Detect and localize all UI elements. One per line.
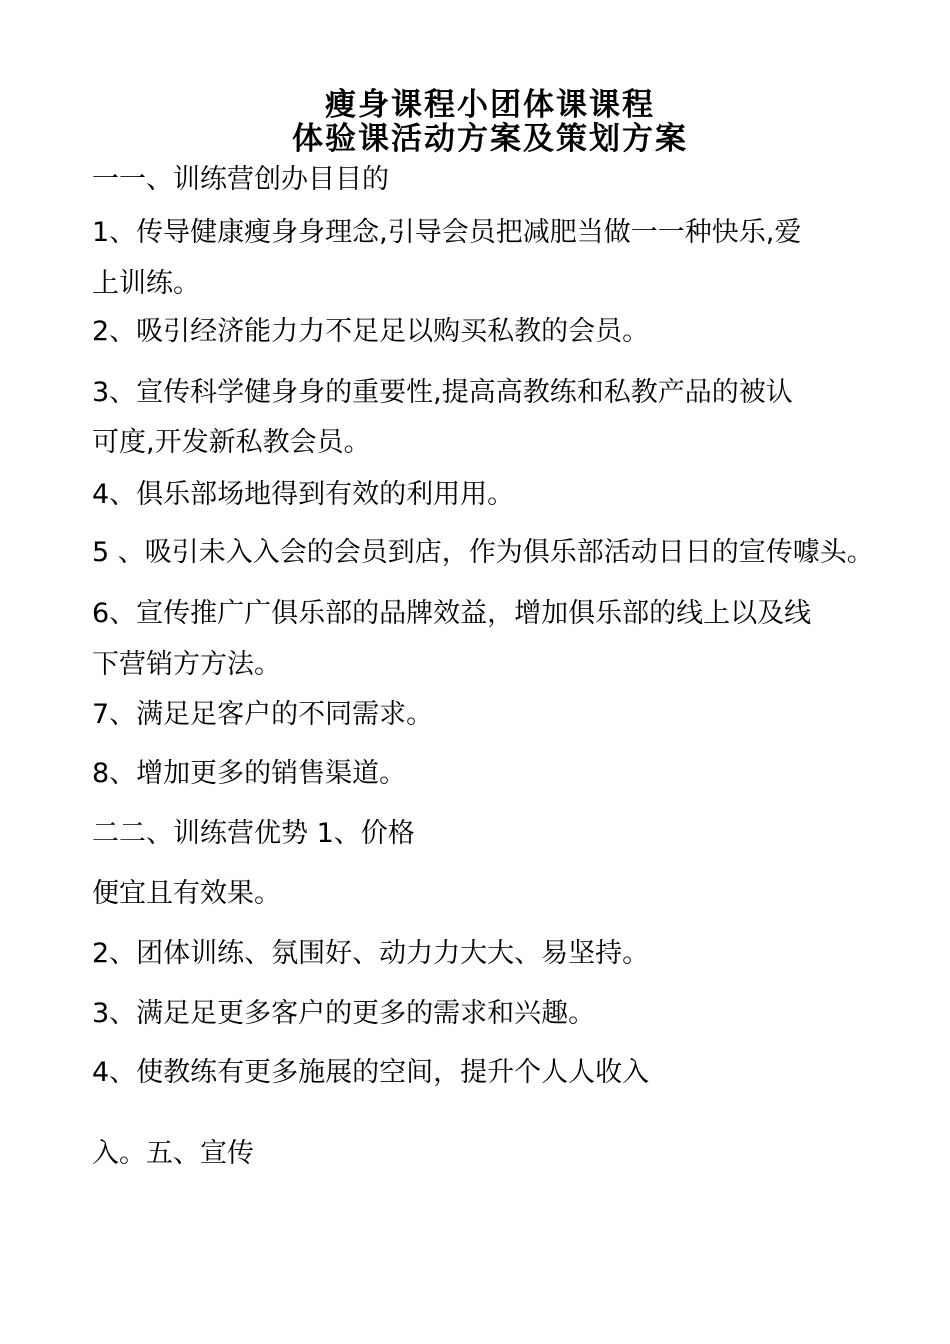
list-item: 7、满足足客户的不同需求。 <box>92 699 434 730</box>
list-item: 4、俱乐部场地得到有效的利用用。 <box>92 479 515 510</box>
section-heading-purpose: 一一、训练营创办目目的 <box>92 164 389 195</box>
list-item: 4、使教练有更多施展的空间，提升个人人收入 <box>92 1057 650 1088</box>
section-heading-advantages: 二二、训练营优势 1、价格 <box>92 818 415 849</box>
list-item: 8、增加更多的销售渠道。 <box>92 758 407 789</box>
list-item: 3、满足足更多客户的更多的需求和兴趣。 <box>92 998 596 1029</box>
document-title: 瘦身课程小团体课课程 <box>325 87 655 123</box>
list-item-continuation: 上训练。 <box>92 268 200 299</box>
section-heading-promotion: 入。五、宣传 <box>92 1138 254 1169</box>
list-item-continuation: 下营销方方法。 <box>92 649 281 680</box>
list-item-continuation: 可度,开发新私教会员。 <box>92 427 371 458</box>
list-item-continuation: 便宜且有效果。 <box>92 878 281 909</box>
list-item: 2、团体训练、氛围好、动力力大大、易坚持。 <box>92 938 650 969</box>
list-item: 6、宣传推广广俱乐部的品牌效益，增加俱乐部的线上以及线 <box>92 598 812 629</box>
list-item: 1、传导健康瘦身身理念,引导会员把减肥当做一一种快乐,爱 <box>92 217 802 248</box>
list-item: 2、吸引经济能力力不足足以购买私教的会员。 <box>92 316 650 347</box>
document-subtitle: 体验课活动方案及策划方案 <box>292 121 688 157</box>
list-item: 5 、吸引未入入会的会员到店，作为俱乐部活动日日的宣传噱头。 <box>92 537 874 568</box>
list-item: 3、宣传科学健身身的重要性,提高高教练和私教产品的被认 <box>92 377 793 408</box>
